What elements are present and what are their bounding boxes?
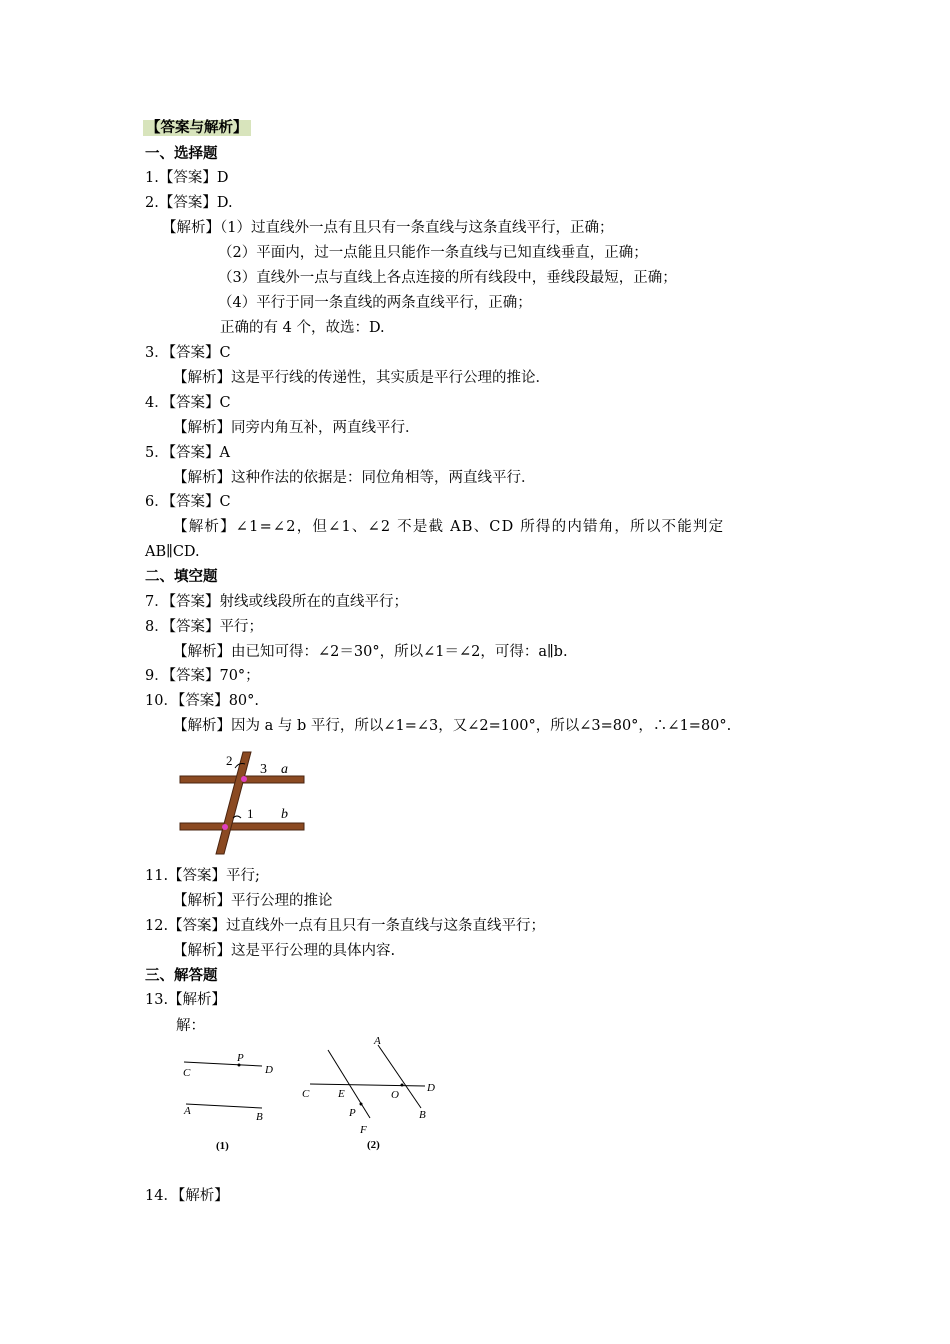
fig-label-b: b [281, 807, 288, 822]
fig2-label-O: O [391, 1089, 399, 1101]
section-solve: 三、解答题 [145, 968, 218, 984]
fig1-label-C: C [183, 1067, 191, 1079]
fig1-caption: (1) [216, 1140, 229, 1152]
solution-q13: 解： [176, 1018, 205, 1034]
fig-label-a: a [281, 762, 288, 777]
fig2-label-E: E [338, 1088, 345, 1100]
construction-figure-2 [298, 1030, 448, 1155]
fig1-label-P: P [237, 1052, 244, 1064]
analysis-q4: 【解析】同旁内角互补，两直线平行． [173, 420, 420, 436]
analysis-q5: 【解析】这种作法的依据是：同位角相等，两直线平行． [173, 470, 536, 486]
fig2-label-P: P [349, 1107, 356, 1119]
fig1-label-A: A [184, 1105, 191, 1117]
answer-q7: 7．【答案】射线或线段所在的直线平行； [145, 594, 408, 610]
analysis-q2-2: （2）平面内，过一点能且只能作一条直线与已知直线垂直，正确； [218, 245, 648, 261]
analysis-q2-5: 正确的有 4 个，故选：D. [220, 320, 385, 336]
analysis-q2-3: （3）直线外一点与直线上各点连接的所有线段中，垂线段最短，正确； [218, 270, 677, 286]
fig-label-3: 3 [260, 762, 267, 777]
analysis-q6-cont: AB∥CD. [145, 544, 200, 560]
answer-q2: 2.【答案】D. [145, 195, 233, 211]
answer-q12: 12.【答案】过直线外一点有且只有一条直线与这条直线平行； [145, 918, 546, 934]
fig2-label-D: D [427, 1082, 435, 1094]
construction-figure-1 [178, 1045, 278, 1155]
answer-q13: 13.【解析】 [145, 992, 227, 1008]
analysis-q2-1: 【解析】（1）过直线外一点有且只有一条直线与这条直线平行，正确； [162, 220, 614, 236]
analysis-q6: 【解析】∠1=∠2，但∠1、∠2 不是截 AB、CD 所得的内错角，所以不能判定 [173, 519, 725, 535]
answer-q8: 8．【答案】平行； [145, 619, 263, 635]
fig-label-1: 1 [247, 806, 254, 821]
fig2-caption: (2) [367, 1139, 380, 1151]
section-fill: 二、填空题 [145, 569, 218, 585]
answer-q11: 11.【答案】平行; [145, 868, 260, 884]
answer-q1: 1.【答案】D [145, 170, 229, 186]
answer-q9: 9．【答案】70°； [145, 668, 260, 684]
answer-q5: 5．【答案】A [145, 445, 230, 461]
answer-q6: 6．【答案】C [145, 494, 231, 510]
analysis-q3: 【解析】这是平行线的传递性，其实质是平行公理的推论． [173, 370, 550, 386]
answer-q3: 3．【答案】C [145, 345, 231, 361]
analysis-q8: 【解析】由已知可得：∠2＝30°，所以∠1＝∠2，可得：a∥b. [173, 644, 568, 660]
fig2-label-A: A [374, 1035, 381, 1047]
fig1-label-D: D [265, 1064, 273, 1076]
fig1-label-B: B [256, 1111, 263, 1123]
fig2-label-B: B [419, 1109, 426, 1121]
fig2-label-C: C [302, 1088, 310, 1100]
parallel-rulers-figure [175, 748, 310, 858]
answer-q10: 10．【答案】80°. [145, 693, 260, 709]
analysis-q11: 【解析】平行公理的推论 [173, 893, 333, 909]
fig-label-2: 2 [226, 753, 233, 768]
analysis-q12: 【解析】这是平行公理的具体内容. [173, 943, 396, 959]
analysis-q10: 【解析】因为 a 与 b 平行，所以∠1=∠3，又∠2=100°，所以∠3=80°，∴∠1=80°. [173, 718, 732, 734]
section-choice: 一、选择题 [145, 146, 218, 162]
analysis-q2-4: （4）平行于同一条直线的两条直线平行，正确； [218, 295, 532, 311]
answer-q14: 14．【解析】 [145, 1188, 229, 1204]
fig2-label-F: F [360, 1124, 367, 1136]
answer-title: 【答案与解析】 [143, 118, 251, 138]
answer-q4: 4．【答案】C [145, 395, 231, 411]
